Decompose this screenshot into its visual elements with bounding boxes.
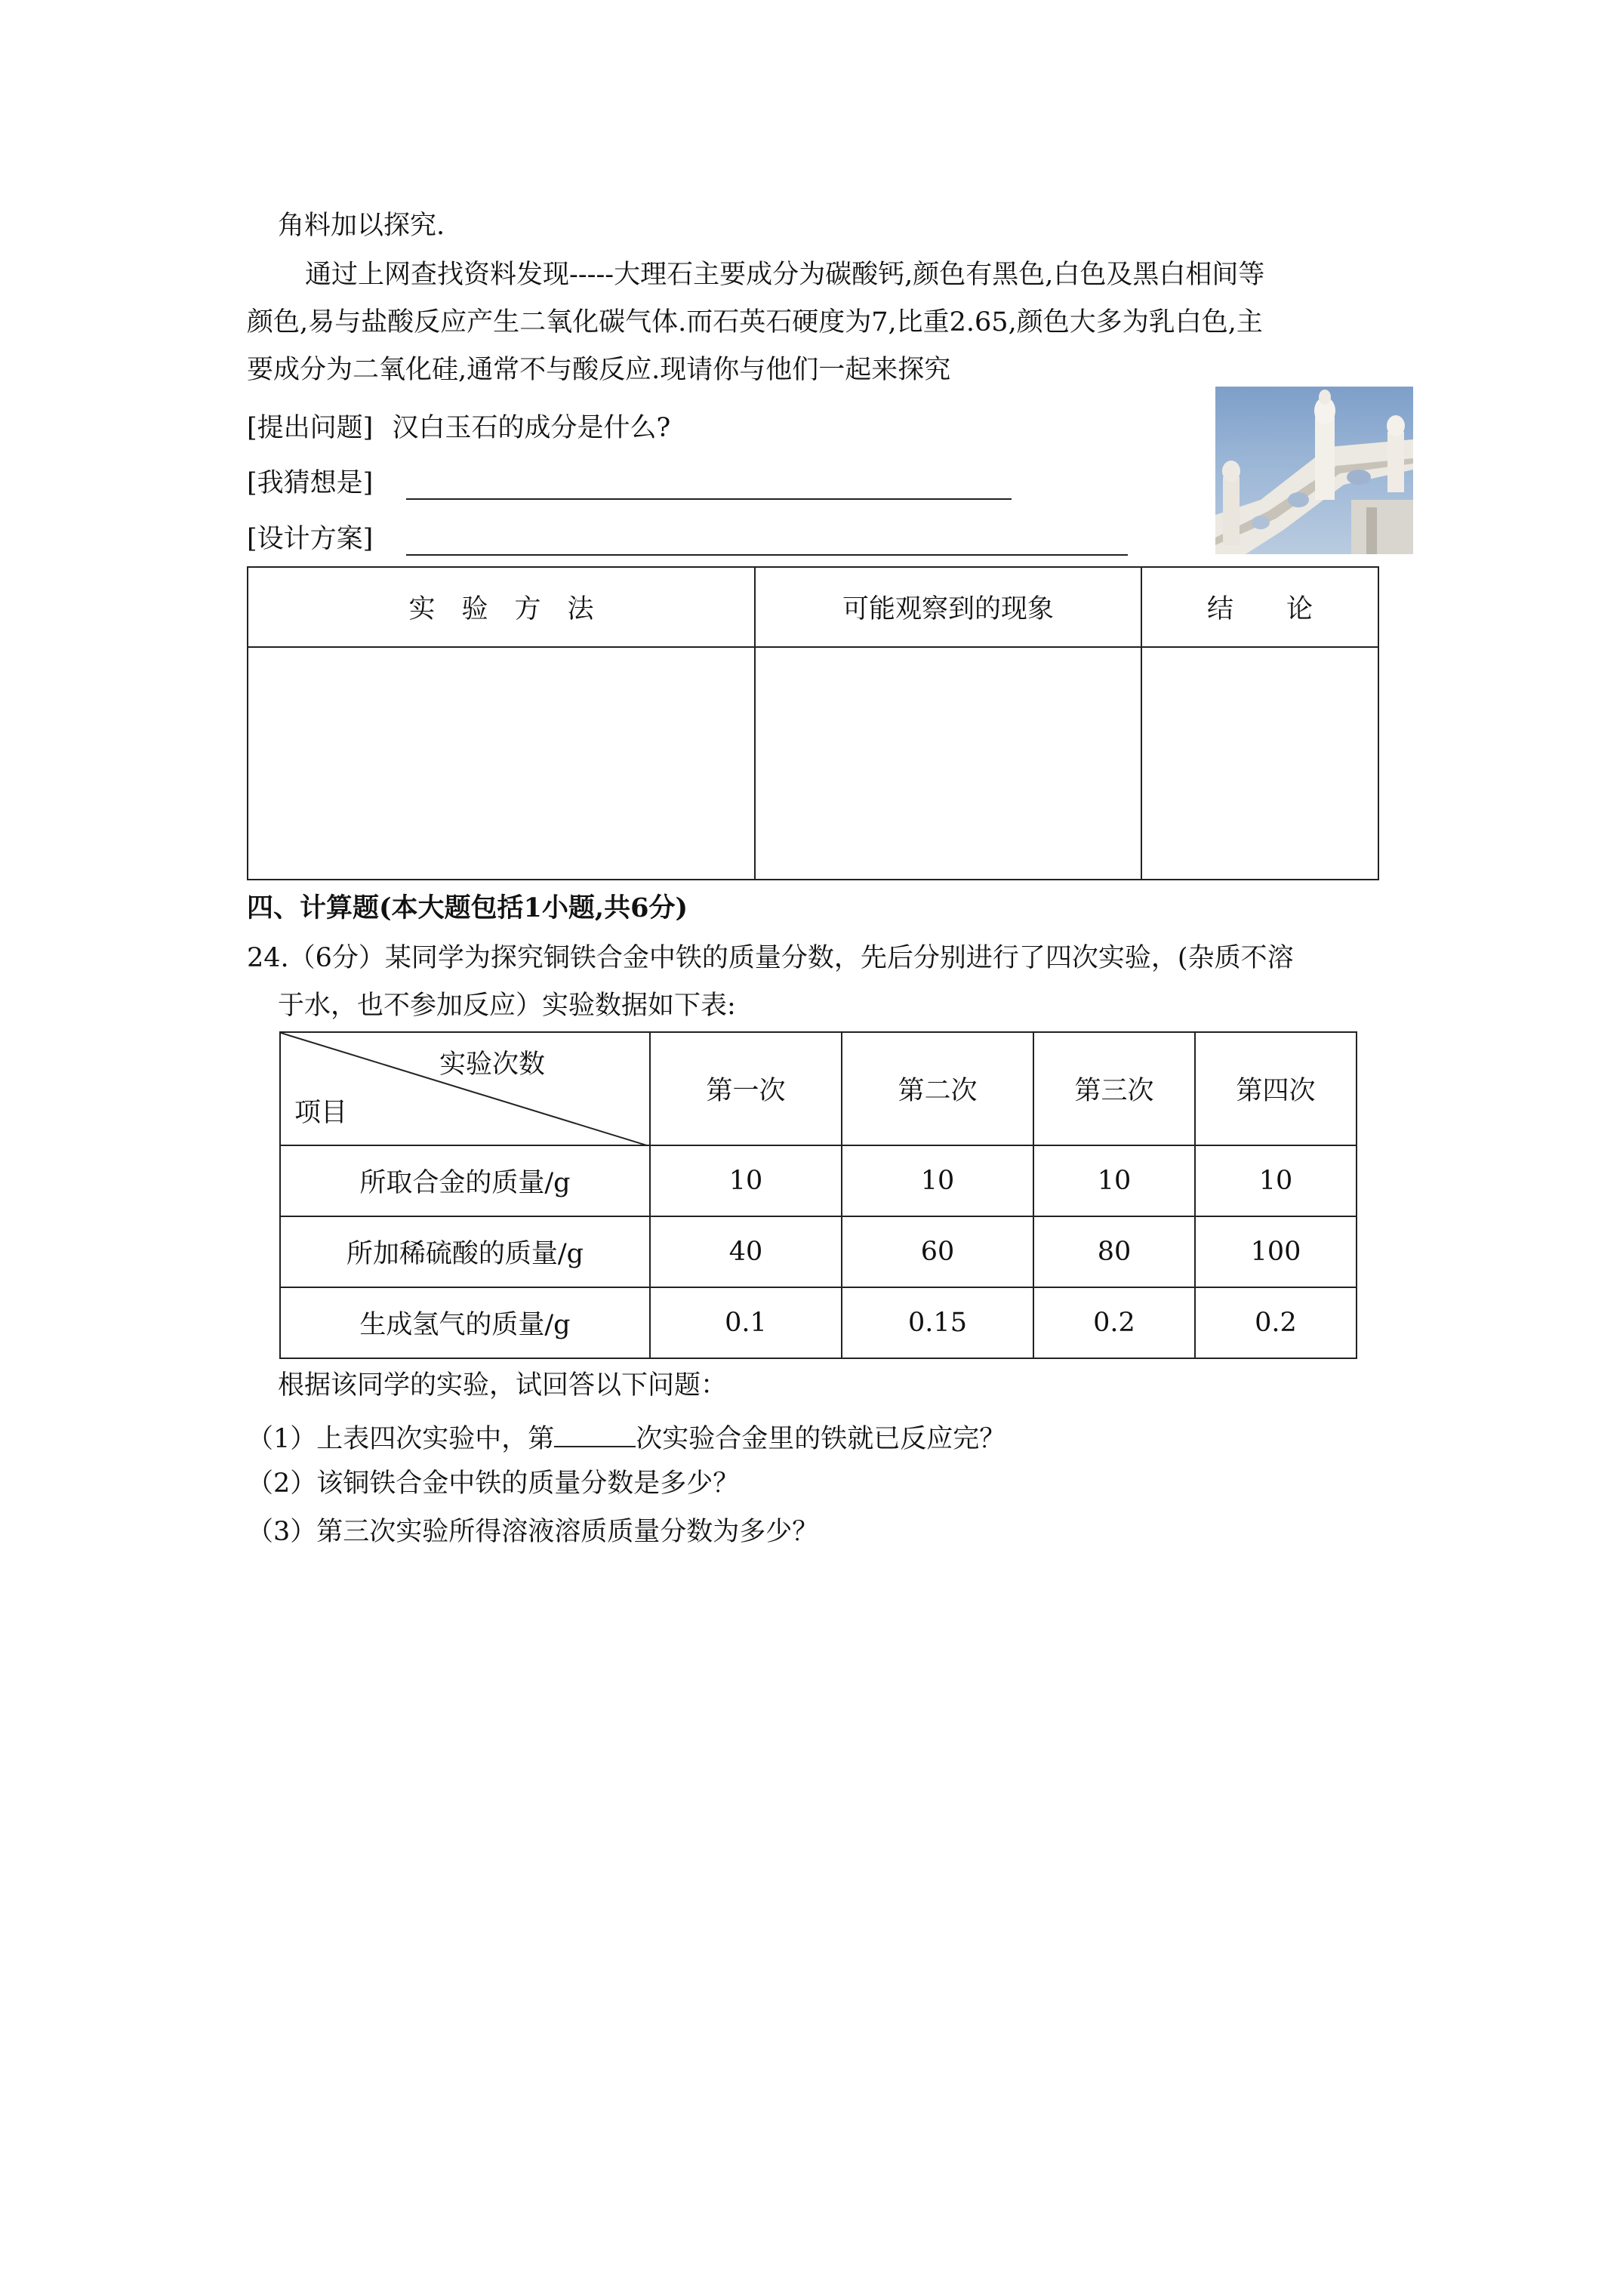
question-3: （3）第三次实验所得溶液溶质质量分数为多少？ <box>247 1517 819 1547</box>
table-cell: 0.1 <box>650 1287 842 1358</box>
corner-header-cell <box>280 1032 650 1145</box>
table-cell: 10 <box>842 1145 1033 1216</box>
intro-line: 角料加以探究. <box>278 211 445 241</box>
table-cell: 40 <box>650 1216 842 1287</box>
question-24-line: 24.（6分）某同学为探究铜铁合金中铁的质量分数，先后分别进行了四次实验，(杂质不溶 <box>247 943 1294 973</box>
table-row <box>280 1287 1357 1358</box>
question-24-line: 于水，也不参加反应）实验数据如下表: <box>278 991 736 1021</box>
row-label: 所取合金的质量/g <box>280 1145 650 1216</box>
question-1 <box>247 1423 1006 1453</box>
experiment-plan-table <box>247 566 1379 880</box>
column-header: 第三次 <box>1033 1032 1195 1145</box>
conclusion-cell[interactable] <box>1141 647 1378 880</box>
section-title: 四、计算题(本大题包括1小题,共6分) <box>247 892 688 923</box>
guess-label: [我猜想是] <box>247 468 374 498</box>
design-answer-blank[interactable] <box>406 554 1128 556</box>
table-cell: 0.15 <box>842 1287 1033 1358</box>
header-conclusion: 结 论 <box>1141 567 1378 647</box>
method-cell[interactable] <box>248 647 755 880</box>
intro-paragraph-line: 通过上网查找资料发现-----大理石主要成分为碳酸钙,颜色有黑色,白色及黑白相间等 <box>305 260 1265 290</box>
corner-header-bottom: 项目 <box>294 1098 348 1128</box>
question-1-after: 次实验合金里的铁就已反应完？ <box>636 1424 1006 1454</box>
table-cell: 10 <box>1195 1145 1357 1216</box>
table-cell: 60 <box>842 1216 1033 1287</box>
column-header: 第一次 <box>650 1032 842 1145</box>
question-1-before: （1）上表四次实验中，第 <box>247 1424 555 1454</box>
table-row <box>280 1145 1357 1216</box>
table-cell: 0.2 <box>1033 1287 1195 1358</box>
table-cell: 10 <box>1033 1145 1195 1216</box>
table-cell: 10 <box>650 1145 842 1216</box>
header-phenomenon: 可能观察到的现象 <box>755 567 1141 647</box>
table-cell: 80 <box>1033 1216 1195 1287</box>
question-text: 汉白玉石的成分是什么? <box>392 413 671 443</box>
guess-answer-blank[interactable] <box>406 498 1012 500</box>
table-cell: 100 <box>1195 1216 1357 1287</box>
questions-intro: 根据该同学的实验，试回答以下问题： <box>278 1370 728 1401</box>
header-method: 实 验 方 法 <box>248 567 755 647</box>
table-cell: 0.2 <box>1195 1287 1357 1358</box>
question-label: [提出问题] <box>247 413 374 443</box>
question-1-answer-blank[interactable] <box>554 1423 636 1447</box>
question-2: （2）该铜铁合金中铁的质量分数是多少？ <box>247 1469 740 1499</box>
corner-header-top: 实验次数 <box>439 1049 546 1080</box>
design-label: [设计方案] <box>247 524 374 554</box>
column-header: 第二次 <box>842 1032 1033 1145</box>
row-label: 所加稀硫酸的质量/g <box>280 1216 650 1287</box>
intro-paragraph-line: 要成分为二氧化硅,通常不与酸反应.现请你与他们一起来探究 <box>247 355 951 385</box>
row-label: 生成氢气的质量/g <box>280 1287 650 1358</box>
experiment-data-table <box>279 1031 1357 1359</box>
intro-paragraph-line: 颜色,易与盐酸反应产生二氧化碳气体.而石英石硬度为7,比重2.65,颜色大多为乳白色,主 <box>247 307 1263 337</box>
column-header: 第四次 <box>1195 1032 1357 1145</box>
question-line <box>247 415 670 442</box>
phenomenon-cell[interactable] <box>755 647 1141 880</box>
table-row <box>280 1216 1357 1287</box>
marble-balustrade-photo <box>1215 387 1413 554</box>
